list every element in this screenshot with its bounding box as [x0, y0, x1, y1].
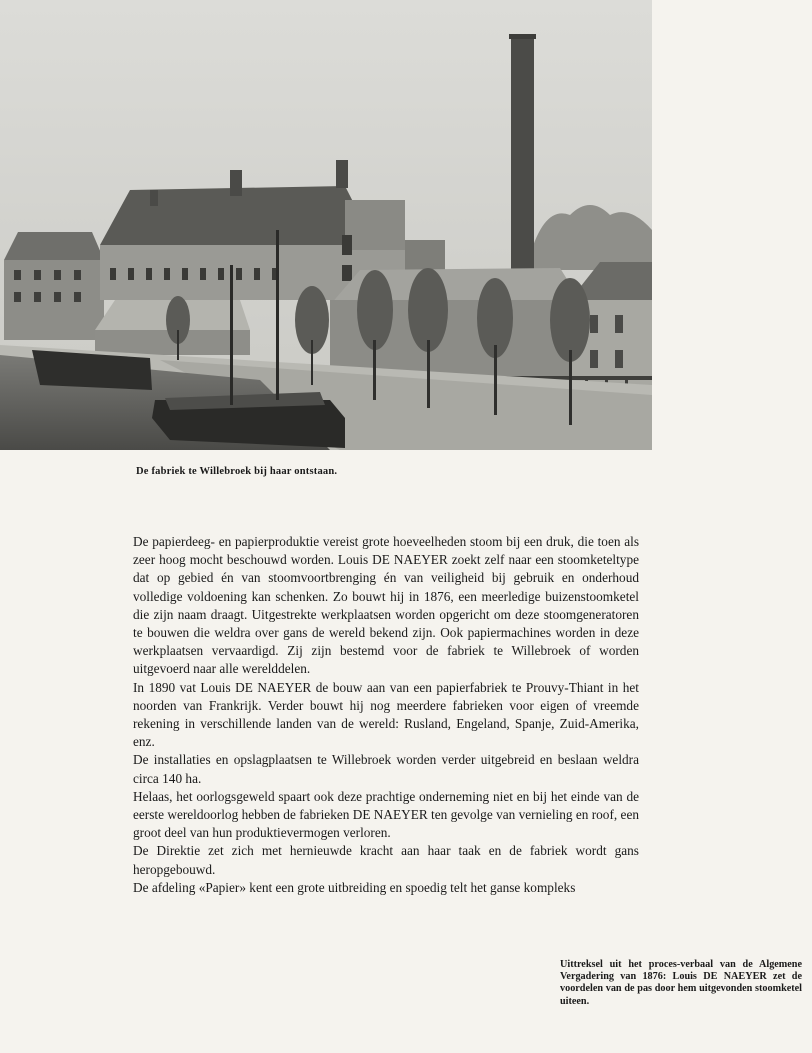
side-note: Uittreksel uit het proces-verbaal van de Algemene Vergadering van 1876: Louis DE NAEYER zet de voordelen van de pas door hem uitgevonden stoomketel uiteen. — [560, 959, 802, 1007]
paragraph: De afdeling «Papier» kent een grote uitbreiding en spoedig telt het ganse kompleks — [133, 879, 576, 895]
paragraph: De papierdeeg- en papierproduktie vereist grote hoeveelheden stoom bij een druk, die toen als zeer hoog mocht beschouwd worden. Louis DE NAEYER zoekt zelf naar een stoomketeltype dat op gebied én van stoomvoortbrenging én van veiligheid bij gebruik en onderhoud volledige voldoening kan schenken. Zo bouwt hij in 1876, een meerledige buizenstoomketel die zijn naam draagt. Uitgestrekte werkplaatsen worden opgericht om deze stoomgeneratoren te bouwen die weldra over gans de wereld bekend zijn. Ook papiermachines worden in deze werkplaatsen vervaardigd. Zij zijn bestemd voor de fabriek te Willebroek of worden uitgevoerd naar alle werelddelen. — [133, 534, 639, 677]
paragraph: In 1890 vat Louis DE NAEYER de bouw aan van een papierfabriek te Prouvy-Thiant in het noorden van Frankrijk. Verder bouwt hij nog meerdere fabrieken voor eigen of vreemde rekening in verschillende landen van de wereld: Rusland, Engeland, Spanje, Zuid-Amerika, enz. — [133, 679, 639, 750]
paragraph: De Direktie zet zich met hernieuwde kracht aan haar taak en de fabriek wordt gans heropgebouwd. — [133, 843, 639, 877]
paragraph: De installaties en opslagplaatsen te Willebroek worden verder uitgebreid en beslaan weldra circa 140 ha. — [133, 752, 639, 786]
photo-caption: De fabriek te Willebroek bij haar ontstaan. — [136, 466, 338, 477]
paragraph: Helaas, het oorlogsgeweld spaart ook deze prachtige onderneming niet en bij het einde van de eerste wereldoorlog hebben de fabrieken DE NAEYER ten gevolge van vernieling en roof, een groot deel van hun produktievermogen verloren. — [133, 788, 639, 841]
article-body — [133, 533, 639, 897]
chimney — [511, 34, 534, 270]
factory-photo — [0, 0, 652, 450]
